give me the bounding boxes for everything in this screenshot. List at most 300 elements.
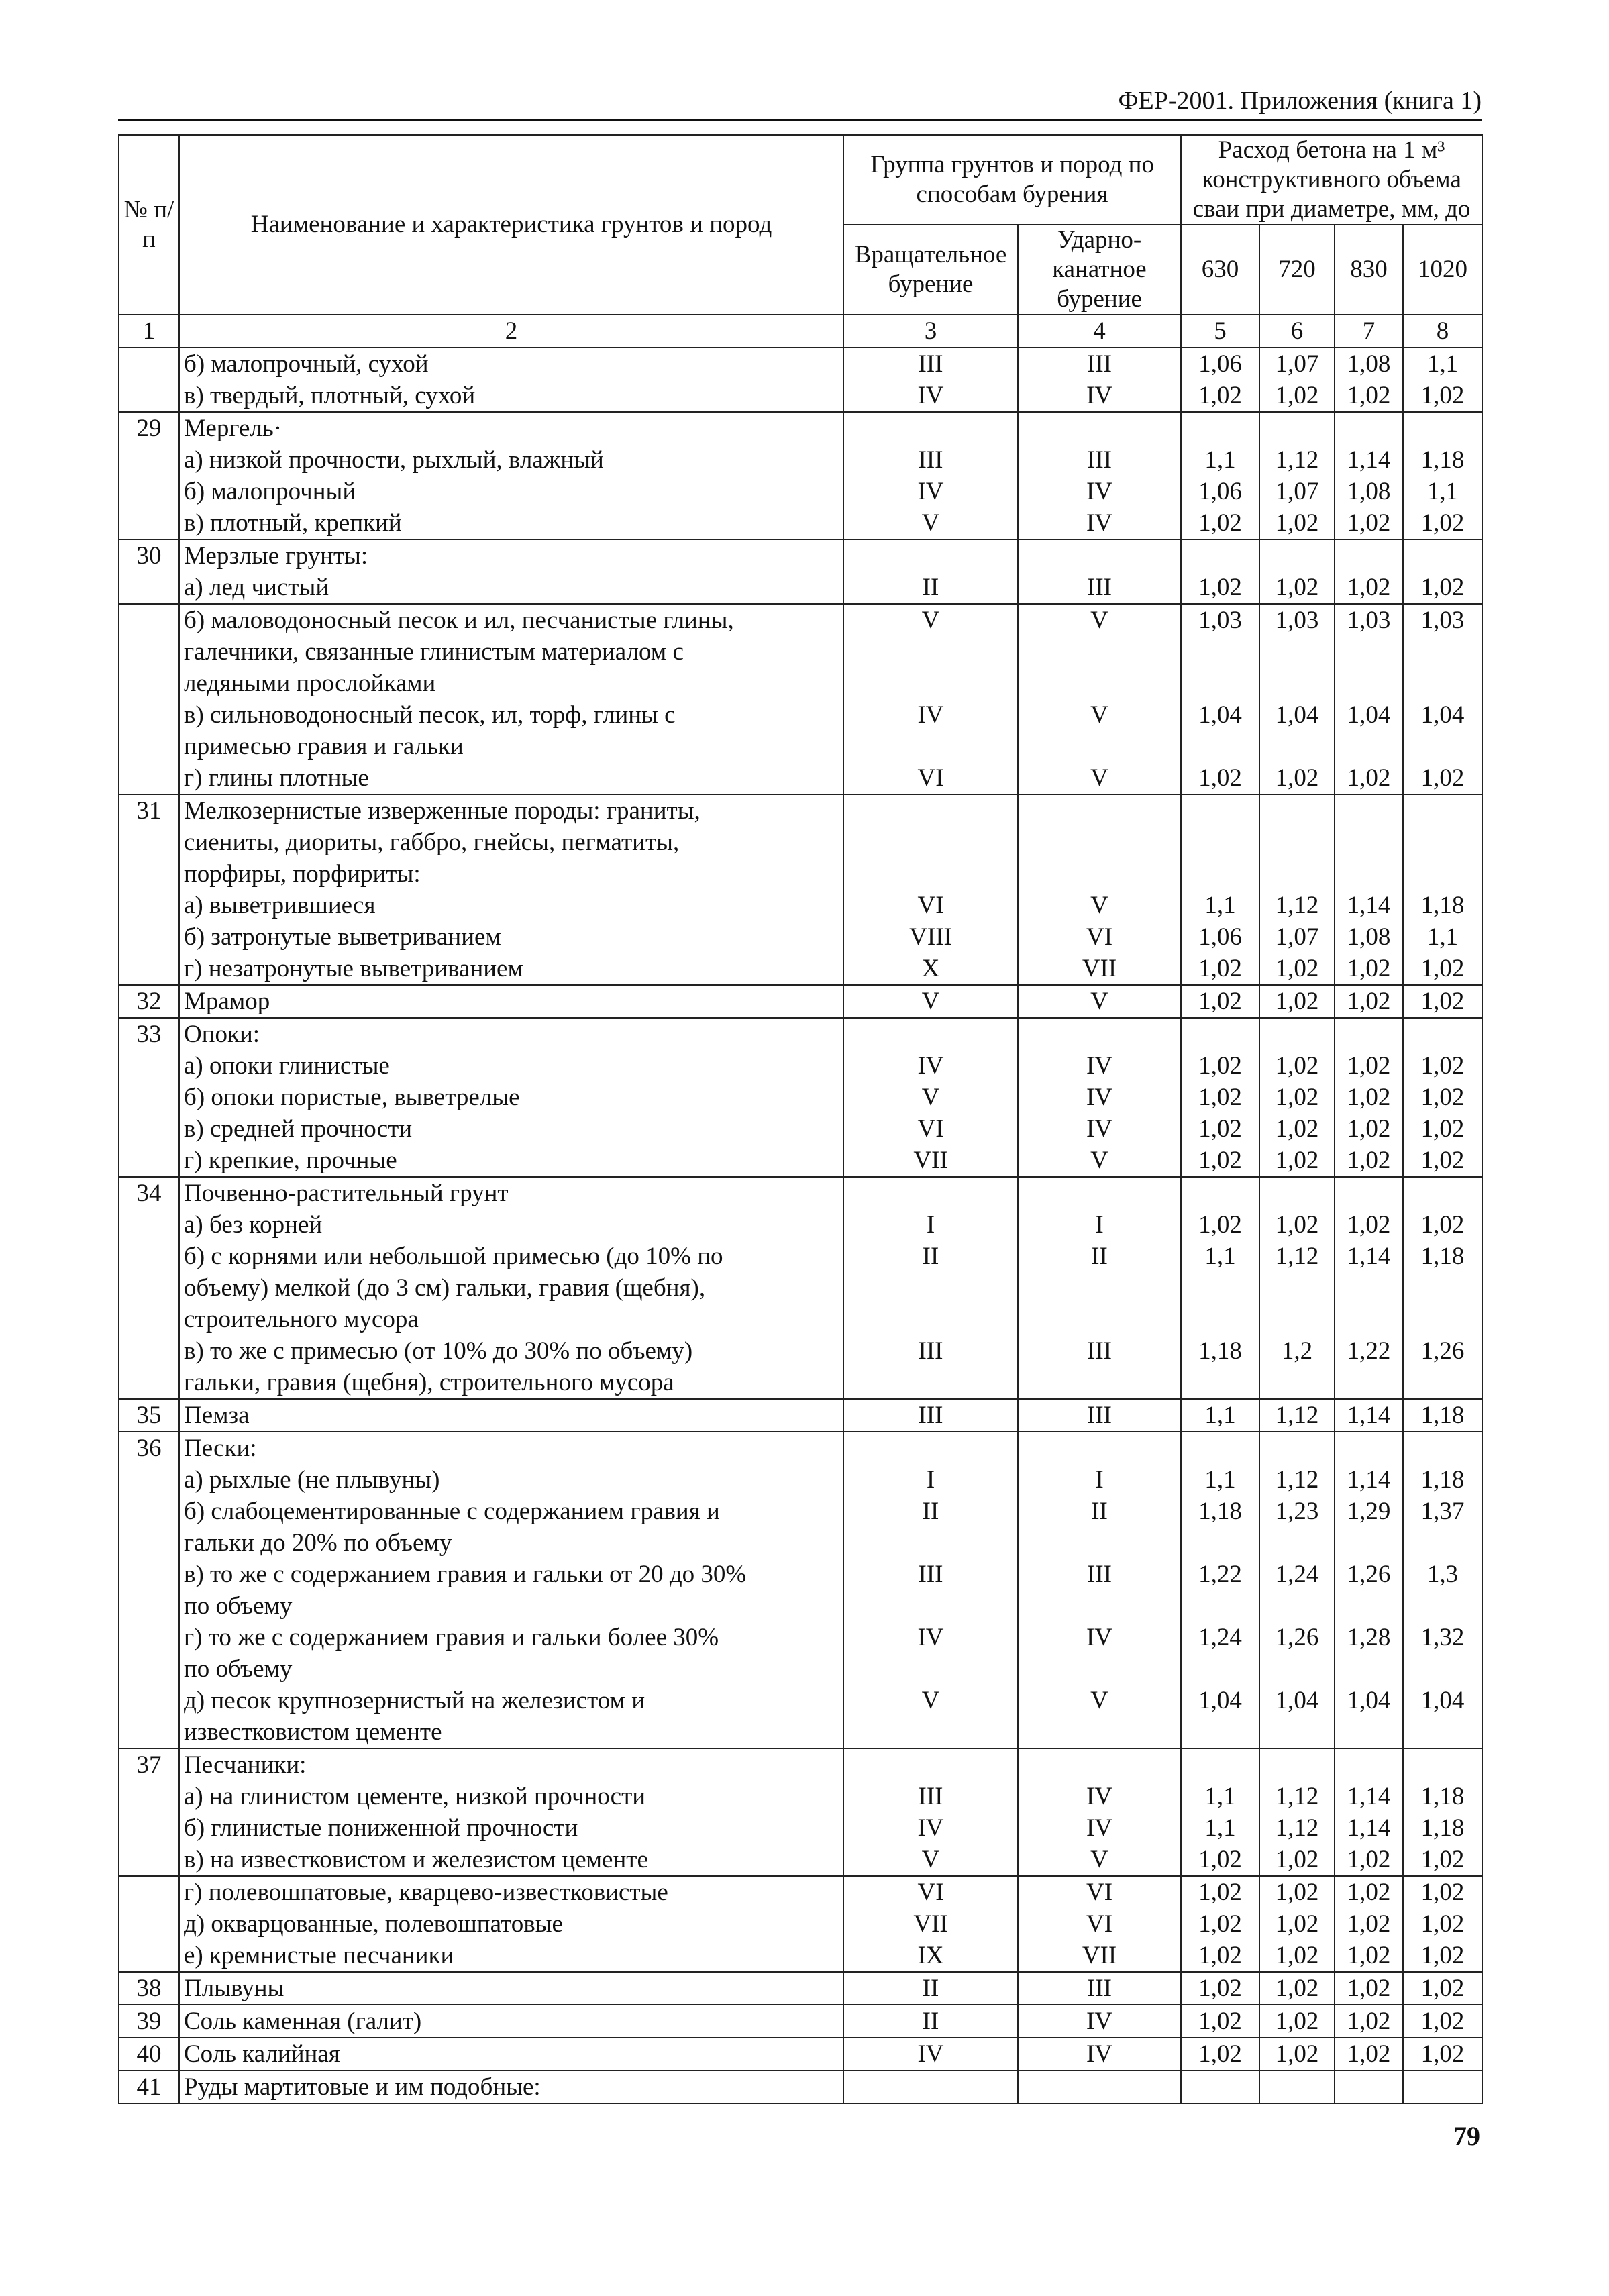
concrete-630: 1,1 [1181, 444, 1259, 476]
concrete-1020 [1403, 636, 1482, 668]
concrete-720: 1,12 [1259, 1812, 1335, 1844]
concrete-720: 1,02 [1259, 1940, 1335, 1972]
table-row [119, 1209, 1482, 1241]
rotary-group [843, 794, 1018, 827]
rotary-group [843, 1367, 1018, 1399]
percussion-group: IV [1018, 1781, 1181, 1812]
concrete-830: 1,08 [1335, 476, 1403, 507]
header-num: № п/п [119, 135, 179, 315]
concrete-630: 1,02 [1181, 1082, 1259, 1113]
concrete-630 [1181, 636, 1259, 668]
percussion-group: III [1018, 1972, 1181, 2005]
concrete-720 [1259, 731, 1335, 762]
concrete-720 [1259, 668, 1335, 699]
rotary-group [843, 1749, 1018, 1781]
rotary-group: I [843, 1464, 1018, 1496]
rotary-group: III [843, 348, 1018, 380]
concrete-720: 1,02 [1259, 762, 1335, 794]
concrete-630: 1,02 [1181, 572, 1259, 604]
soil-name: а) выветрившиеся [179, 890, 843, 921]
table-row [119, 444, 1482, 476]
concrete-720 [1259, 412, 1335, 444]
concrete-720: 1,07 [1259, 348, 1335, 380]
header-rule [118, 119, 1482, 121]
rotary-group: VIII [843, 921, 1018, 953]
concrete-1020 [1403, 1432, 1482, 1464]
percussion-group: IV [1018, 1622, 1181, 1653]
concrete-720: 1,26 [1259, 1622, 1335, 1653]
concrete-720 [1259, 1749, 1335, 1781]
concrete-720: 1,02 [1259, 1050, 1335, 1082]
concrete-1020: 1,04 [1403, 699, 1482, 731]
column-index-row [119, 315, 1482, 348]
soil-name: по объему [179, 1590, 843, 1622]
table-row [119, 1496, 1482, 1527]
soil-name: Руды мартитовые и им подобные: [179, 2071, 843, 2103]
concrete-830: 1,14 [1335, 1464, 1403, 1496]
concrete-630 [1181, 1749, 1259, 1781]
row-number [119, 1653, 179, 1685]
rotary-group: V [843, 604, 1018, 636]
percussion-group [1018, 1367, 1181, 1399]
row-number [119, 699, 179, 731]
concrete-830: 1,02 [1335, 1145, 1403, 1177]
concrete-630 [1181, 1590, 1259, 1622]
table-row [119, 1685, 1482, 1716]
concrete-1020: 1,02 [1403, 1908, 1482, 1940]
soil-name: Опоки: [179, 1018, 843, 1050]
concrete-1020: 1,1 [1403, 476, 1482, 507]
rotary-group [843, 668, 1018, 699]
concrete-630: 1,02 [1181, 1844, 1259, 1876]
concrete-630: 1,1 [1181, 1241, 1259, 1272]
concrete-830 [1335, 1653, 1403, 1685]
percussion-group: I [1018, 1464, 1181, 1496]
row-number [119, 1082, 179, 1113]
table-row [119, 476, 1482, 507]
concrete-830 [1335, 1716, 1403, 1749]
concrete-830: 1,02 [1335, 1940, 1403, 1972]
rotary-group: VI [843, 1113, 1018, 1145]
concrete-830: 1,14 [1335, 890, 1403, 921]
soil-name: б) опоки пористые, выветрелые [179, 1082, 843, 1113]
table-row [119, 1590, 1482, 1622]
percussion-group: IV [1018, 1812, 1181, 1844]
concrete-720: 1,02 [1259, 1113, 1335, 1145]
soil-name: а) лед чистый [179, 572, 843, 604]
column-index: 7 [1335, 315, 1403, 348]
row-number: 34 [119, 1177, 179, 1209]
rotary-group: IV [843, 699, 1018, 731]
percussion-group: V [1018, 604, 1181, 636]
concrete-1020: 1,18 [1403, 1464, 1482, 1496]
concrete-630 [1181, 827, 1259, 858]
concrete-830: 1,04 [1335, 699, 1403, 731]
concrete-720: 1,02 [1259, 1908, 1335, 1940]
concrete-830 [1335, 731, 1403, 762]
page-number: 79 [1453, 2121, 1480, 2151]
concrete-1020: 1,18 [1403, 1781, 1482, 1812]
concrete-1020: 1,02 [1403, 2005, 1482, 2038]
rotary-group: II [843, 572, 1018, 604]
concrete-830: 1,02 [1335, 1209, 1403, 1241]
concrete-1020: 1,02 [1403, 380, 1482, 412]
concrete-830: 1,14 [1335, 444, 1403, 476]
concrete-1020: 1,26 [1403, 1335, 1482, 1367]
concrete-630: 1,02 [1181, 1972, 1259, 2005]
soil-name: в) твердый, плотный, сухой [179, 380, 843, 412]
rotary-group [843, 412, 1018, 444]
concrete-1020 [1403, 858, 1482, 890]
concrete-1020 [1403, 1177, 1482, 1209]
concrete-630: 1,02 [1181, 1876, 1259, 1908]
soil-name: Мерзлые грунты: [179, 539, 843, 572]
soil-table [118, 134, 1483, 2104]
soil-name: б) затронутые выветриванием [179, 921, 843, 953]
percussion-group: IV [1018, 1050, 1181, 1082]
concrete-720: 1,24 [1259, 1559, 1335, 1590]
concrete-830: 1,02 [1335, 1876, 1403, 1908]
percussion-group: V [1018, 985, 1181, 1018]
concrete-720: 1,02 [1259, 507, 1335, 539]
rotary-group [843, 1018, 1018, 1050]
concrete-630: 1,02 [1181, 1113, 1259, 1145]
row-number [119, 668, 179, 699]
concrete-630: 1,18 [1181, 1335, 1259, 1367]
rotary-group [843, 1653, 1018, 1685]
rotary-group [843, 1527, 1018, 1559]
percussion-group [1018, 539, 1181, 572]
concrete-720 [1259, 794, 1335, 827]
concrete-720: 1,04 [1259, 699, 1335, 731]
percussion-group [1018, 1304, 1181, 1335]
row-number [119, 1050, 179, 1082]
row-number: 29 [119, 412, 179, 444]
concrete-830: 1,02 [1335, 572, 1403, 604]
concrete-630 [1181, 731, 1259, 762]
column-index: 1 [119, 315, 179, 348]
concrete-720: 1,07 [1259, 476, 1335, 507]
soil-name: Почвенно-растительный грунт [179, 1177, 843, 1209]
concrete-1020: 1,1 [1403, 921, 1482, 953]
concrete-830 [1335, 1432, 1403, 1464]
row-number [119, 1272, 179, 1304]
table-row [119, 1876, 1482, 1908]
concrete-830 [1335, 1367, 1403, 1399]
percussion-group: II [1018, 1241, 1181, 1272]
soil-name: в) плотный, крепкий [179, 507, 843, 539]
concrete-630: 1,1 [1181, 1812, 1259, 1844]
row-number [119, 444, 179, 476]
concrete-1020: 1,03 [1403, 604, 1482, 636]
percussion-group [1018, 1177, 1181, 1209]
concrete-1020: 1,02 [1403, 1145, 1482, 1177]
table-row [119, 1304, 1482, 1335]
table-row [119, 1145, 1482, 1177]
header-d1020: 1020 [1403, 225, 1482, 315]
column-index: 4 [1018, 315, 1181, 348]
percussion-group [1018, 731, 1181, 762]
concrete-1020: 1,32 [1403, 1622, 1482, 1653]
percussion-group: IV [1018, 380, 1181, 412]
column-index: 8 [1403, 315, 1482, 348]
row-number [119, 1335, 179, 1367]
soil-name: Пемза [179, 1399, 843, 1432]
soil-name: а) рыхлые (не плывуны) [179, 1464, 843, 1496]
soil-name: б) с корнями или небольшой примесью (до 10% по [179, 1241, 843, 1272]
table-row [119, 921, 1482, 953]
percussion-group [1018, 668, 1181, 699]
concrete-830: 1,02 [1335, 1972, 1403, 2005]
soil-name: а) без корней [179, 1209, 843, 1241]
concrete-630 [1181, 668, 1259, 699]
concrete-830: 1,08 [1335, 348, 1403, 380]
concrete-1020: 1,02 [1403, 1050, 1482, 1082]
concrete-720: 1,02 [1259, 1082, 1335, 1113]
concrete-630: 1,06 [1181, 921, 1259, 953]
soil-name: е) кремнистые песчаники [179, 1940, 843, 1972]
percussion-group: VI [1018, 1908, 1181, 1940]
concrete-720 [1259, 1177, 1335, 1209]
row-number [119, 858, 179, 890]
soil-name: д) песок крупнозернистый на железистом и [179, 1685, 843, 1716]
concrete-830 [1335, 412, 1403, 444]
table-row [119, 1812, 1482, 1844]
percussion-group [1018, 636, 1181, 668]
rotary-group [843, 1432, 1018, 1464]
concrete-1020 [1403, 1527, 1482, 1559]
percussion-group: VII [1018, 1940, 1181, 1972]
concrete-630 [1181, 794, 1259, 827]
concrete-630 [1181, 1716, 1259, 1749]
percussion-group: III [1018, 572, 1181, 604]
concrete-720: 1,02 [1259, 1145, 1335, 1177]
concrete-720: 1,03 [1259, 604, 1335, 636]
rotary-group: V [843, 1844, 1018, 1876]
concrete-630 [1181, 1018, 1259, 1050]
soil-name: г) глины плотные [179, 762, 843, 794]
percussion-group: III [1018, 1559, 1181, 1590]
rotary-group [843, 731, 1018, 762]
concrete-720 [1259, 1272, 1335, 1304]
percussion-group [1018, 2071, 1181, 2103]
percussion-group [1018, 412, 1181, 444]
concrete-720: 1,12 [1259, 1781, 1335, 1812]
concrete-1020 [1403, 1716, 1482, 1749]
row-number [119, 1940, 179, 1972]
row-number: 35 [119, 1399, 179, 1432]
concrete-630 [1181, 1304, 1259, 1335]
concrete-720: 1,04 [1259, 1685, 1335, 1716]
row-number [119, 1241, 179, 1272]
percussion-group: III [1018, 1335, 1181, 1367]
concrete-1020: 1,02 [1403, 1972, 1482, 2005]
rotary-group: VI [843, 1876, 1018, 1908]
concrete-630 [1181, 539, 1259, 572]
concrete-720: 1,12 [1259, 1399, 1335, 1432]
concrete-630: 1,02 [1181, 2005, 1259, 2038]
concrete-830: 1,02 [1335, 2005, 1403, 2038]
concrete-630: 1,03 [1181, 604, 1259, 636]
table-row [119, 604, 1482, 636]
soil-name: галечники, связанные глинистым материалом с [179, 636, 843, 668]
concrete-830: 1,08 [1335, 921, 1403, 953]
concrete-1020 [1403, 1590, 1482, 1622]
concrete-630: 1,1 [1181, 1464, 1259, 1496]
concrete-720 [1259, 1653, 1335, 1685]
table-row [119, 2071, 1482, 2103]
soil-name: г) незатронутые выветриванием [179, 953, 843, 985]
table-row [119, 1018, 1482, 1050]
concrete-1020: 1,18 [1403, 1399, 1482, 1432]
concrete-720 [1259, 1018, 1335, 1050]
soil-name: по объему [179, 1653, 843, 1685]
table-row [119, 1527, 1482, 1559]
percussion-group: IV [1018, 476, 1181, 507]
concrete-1020: 1,02 [1403, 507, 1482, 539]
soil-name: в) средней прочности [179, 1113, 843, 1145]
table-row [119, 985, 1482, 1018]
percussion-group [1018, 1716, 1181, 1749]
rotary-group [843, 1716, 1018, 1749]
concrete-630: 1,04 [1181, 1685, 1259, 1716]
row-number [119, 1812, 179, 1844]
soil-name: Соль калийная [179, 2038, 843, 2071]
concrete-720: 1,12 [1259, 1464, 1335, 1496]
rotary-group [843, 1590, 1018, 1622]
concrete-720 [1259, 858, 1335, 890]
concrete-830: 1,14 [1335, 1812, 1403, 1844]
soil-name: г) крепкие, прочные [179, 1145, 843, 1177]
table-row [119, 1653, 1482, 1685]
concrete-830: 1,02 [1335, 1050, 1403, 1082]
percussion-group: IV [1018, 2038, 1181, 2071]
table-row [119, 1335, 1482, 1367]
row-number: 32 [119, 985, 179, 1018]
concrete-1020: 1,02 [1403, 2038, 1482, 2071]
concrete-1020: 1,02 [1403, 1876, 1482, 1908]
concrete-830 [1335, 858, 1403, 890]
concrete-1020: 1,02 [1403, 1082, 1482, 1113]
concrete-630: 1,04 [1181, 699, 1259, 731]
concrete-1020: 1,02 [1403, 1940, 1482, 1972]
row-number [119, 1590, 179, 1622]
row-number [119, 1876, 179, 1908]
concrete-830 [1335, 539, 1403, 572]
concrete-1020: 1,02 [1403, 1209, 1482, 1241]
concrete-830: 1,14 [1335, 1781, 1403, 1812]
row-number [119, 604, 179, 636]
concrete-1020 [1403, 1272, 1482, 1304]
concrete-1020 [1403, 794, 1482, 827]
rotary-group: II [843, 1496, 1018, 1527]
table-row [119, 1272, 1482, 1304]
rotary-group: III [843, 1335, 1018, 1367]
percussion-group: V [1018, 890, 1181, 921]
row-number [119, 731, 179, 762]
concrete-630 [1181, 1177, 1259, 1209]
percussion-group [1018, 1749, 1181, 1781]
table-row [119, 1082, 1482, 1113]
table-row [119, 1399, 1482, 1432]
header-name: Наименование и характеристика грунтов и пород [179, 135, 843, 315]
row-number [119, 1844, 179, 1876]
concrete-830: 1,02 [1335, 1844, 1403, 1876]
concrete-1020 [1403, 1653, 1482, 1685]
concrete-830: 1,02 [1335, 1082, 1403, 1113]
concrete-830 [1335, 1749, 1403, 1781]
percussion-group: VII [1018, 953, 1181, 985]
column-index: 2 [179, 315, 843, 348]
table-row [119, 507, 1482, 539]
row-number [119, 1908, 179, 1940]
concrete-720: 1,2 [1259, 1335, 1335, 1367]
concrete-720: 1,02 [1259, 985, 1335, 1018]
rotary-group: VI [843, 762, 1018, 794]
concrete-720 [1259, 1527, 1335, 1559]
row-number [119, 921, 179, 953]
soil-name: д) окварцованные, полевошпатовые [179, 1908, 843, 1940]
soil-name: г) то же с содержанием гравия и гальки более 30% [179, 1622, 843, 1653]
concrete-1020 [1403, 1304, 1482, 1335]
rotary-group [843, 1304, 1018, 1335]
row-number [119, 1464, 179, 1496]
row-number [119, 1367, 179, 1399]
concrete-1020: 1,02 [1403, 572, 1482, 604]
soil-name: известковистом цементе [179, 1716, 843, 1749]
rotary-group: III [843, 1559, 1018, 1590]
concrete-630: 1,02 [1181, 1050, 1259, 1082]
concrete-720 [1259, 2071, 1335, 2103]
concrete-830 [1335, 2071, 1403, 2103]
concrete-720: 1,02 [1259, 953, 1335, 985]
concrete-630: 1,02 [1181, 2038, 1259, 2071]
concrete-630: 1,24 [1181, 1622, 1259, 1653]
table-row [119, 636, 1482, 668]
rotary-group: X [843, 953, 1018, 985]
table-row [119, 827, 1482, 858]
percussion-group [1018, 1272, 1181, 1304]
concrete-1020 [1403, 1018, 1482, 1050]
concrete-1020 [1403, 731, 1482, 762]
percussion-group: II [1018, 1496, 1181, 1527]
concrete-830 [1335, 827, 1403, 858]
table-row [119, 1177, 1482, 1209]
rotary-group: IV [843, 380, 1018, 412]
percussion-group: IV [1018, 2005, 1181, 2038]
concrete-830: 1,02 [1335, 380, 1403, 412]
concrete-720: 1,02 [1259, 1844, 1335, 1876]
concrete-720: 1,02 [1259, 2038, 1335, 2071]
percussion-group [1018, 1527, 1181, 1559]
rotary-group [843, 636, 1018, 668]
header-percussion: Ударно-канатное бурение [1018, 225, 1181, 315]
percussion-group: I [1018, 1209, 1181, 1241]
table-row [119, 1749, 1482, 1781]
concrete-1020: 1,02 [1403, 762, 1482, 794]
concrete-630: 1,02 [1181, 1145, 1259, 1177]
rotary-group: IV [843, 2038, 1018, 2071]
rotary-group [843, 1177, 1018, 1209]
soil-name: б) глинистые пониженной прочности [179, 1812, 843, 1844]
table-row [119, 699, 1482, 731]
concrete-630: 1,1 [1181, 1781, 1259, 1812]
percussion-group: IV [1018, 507, 1181, 539]
soil-name: Соль каменная (галит) [179, 2005, 843, 2038]
concrete-1020 [1403, 1749, 1482, 1781]
rotary-group: IV [843, 476, 1018, 507]
table-row [119, 2038, 1482, 2071]
